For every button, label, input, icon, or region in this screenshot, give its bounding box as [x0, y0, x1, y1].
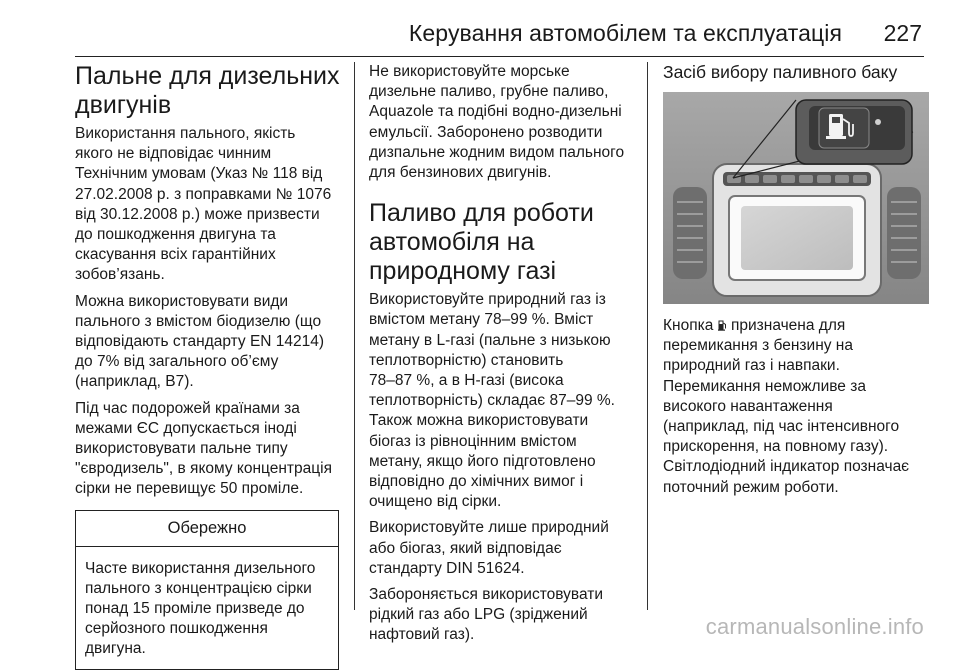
- column-1: [75, 62, 347, 670]
- diesel-paragraph-2: Можна використовувати види пального з вмістом біодизелю (що відповідають стандарту EN 14214) до 7% від загального об’єму (наприклад, B7).: [75, 292, 325, 391]
- running-header-title: Керування автомобілем та експлуатація: [408, 20, 842, 46]
- header-rule: [75, 56, 924, 57]
- fuel-selector-heading: Засіб вибору паливного баку: [663, 62, 898, 82]
- column-3: [663, 62, 929, 504]
- caution-box: [75, 510, 339, 670]
- diesel-paragraph-3: Під час подорожей країнами за межами ЄС допускається іноді використовувати пальне типу "євродизель", в якому концентрація сірки не перевищує 50 проміле.: [75, 399, 332, 498]
- column-2: [369, 62, 639, 652]
- fuel-selector-description: [663, 316, 929, 498]
- natural-gas-paragraph-2: Використовуйте лише природний або біогаз, який відповідає стандарту DIN 51624.: [369, 519, 609, 577]
- caution-title: Обережно: [76, 511, 338, 547]
- caption-lead: Кнопка: [663, 317, 714, 334]
- fuel-selector-icon: [718, 320, 727, 331]
- natural-gas-paragraph-3: Забороняється використовувати рідкий газ або LPG (зріджений нафтовий газ).: [369, 586, 603, 644]
- diesel-paragraph-1: Використання пального, якість якого не відповідає чинним Технічним умовам (Указ № 118 від 27.02.2008 р. з поправками № 1076 від 30.12.2008 р.) може призвести до пошкодження двигуна та скасування всіх гарантійних зобов’язань.: [75, 125, 332, 284]
- column-divider-2: [647, 62, 648, 610]
- page-number: 227: [883, 20, 922, 46]
- caption-rest: призначена для перемикання з бензину на природний газ і навпаки. Перемикання неможливе за високого навантаження (наприклад, під час інтенсивного прискорення, на повному газу). Світлодіодний індикатор позначає поточний режим роботи.: [663, 317, 910, 496]
- watermark-text: carmanualsonline.info: [705, 614, 924, 639]
- fuel-selector-figure: [663, 92, 929, 304]
- caution-text: Часте використання дизельного пального з концентрацією сірки понад 15 проміле призведе до серйозного пошкодження двигуна.: [85, 559, 316, 658]
- diesel-fuel-heading: Пальне для дизельних двигунів: [75, 62, 340, 119]
- column-divider-1: [354, 62, 355, 610]
- marine-diesel-paragraph: Не використовуйте морське дизельне паливо, грубне паливо, Aquazole та подібні водно-дизельні емульсії. Заборонено розводити дизпальне жодним видом пального для бензинових двигунів.: [369, 63, 625, 182]
- dashboard-illustration: [663, 92, 929, 304]
- natural-gas-heading: Паливо для роботи автомобіля на природному газі: [369, 199, 594, 286]
- natural-gas-paragraph-1: Використовуйте природний газ із вмістом метану 78–99 %. Вміст метану в L-газі (пальне з низькою теплотворністю) становить 78–87 %, а в H-газі (висока теплотворність) складає 87–99 %. Також можна використовувати біогаз із рівноцінним вмістом метану, якщо його підготовлено відповідно до хімічних вимог і очищено від сірки.: [369, 291, 615, 511]
